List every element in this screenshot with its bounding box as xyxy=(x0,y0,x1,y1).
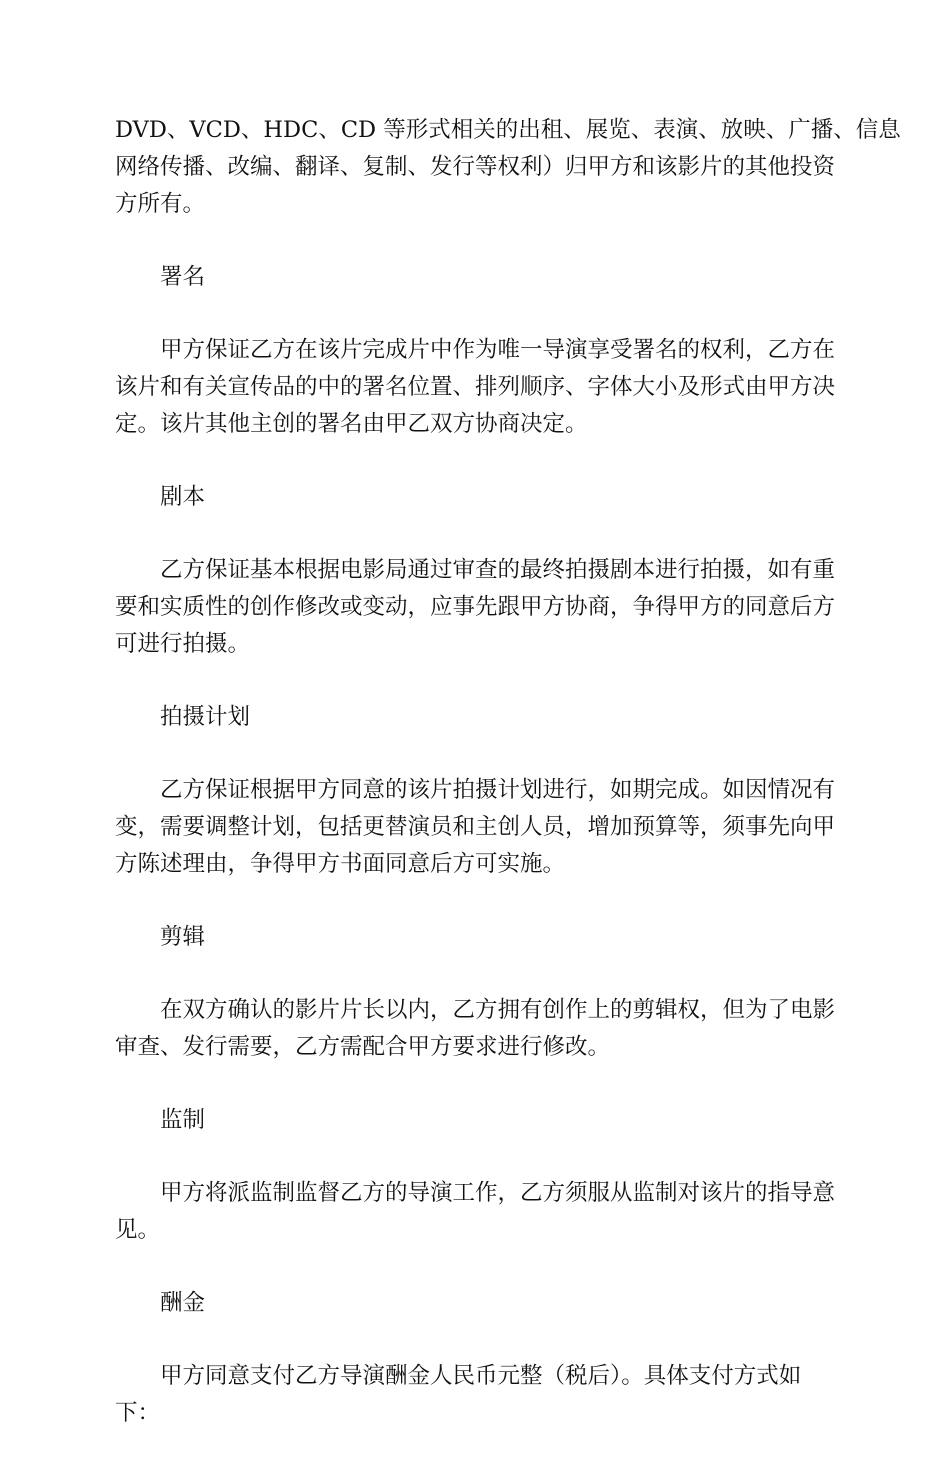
paragraph-line: 乙方保证根据甲方同意的该片拍摄计划进行，如期完成。如因情况有 xyxy=(160,777,836,803)
document-body xyxy=(115,112,901,1468)
paragraph xyxy=(115,1358,835,1432)
paragraph-line: 甲方将派监制监督乙方的导演工作，乙方须服从监制对该片的指导意 xyxy=(160,1180,836,1206)
section-heading: 拍摄计划 xyxy=(160,704,251,730)
paragraph-line: DVD、VCD、HDC、CD 等形式相关的出租、展览、表演、放映、广播、信息 xyxy=(115,117,901,143)
paragraph-line: 该片和有关宣传品的中的署名位置、排列顺序、字体大小及形式由甲方决 xyxy=(115,374,836,400)
paragraph-line: 方所有。 xyxy=(115,191,206,217)
paragraph xyxy=(115,112,901,223)
section-heading: 剪辑 xyxy=(160,924,206,950)
paragraph-line: 甲方同意支付乙方导演酬金人民币元整（税后）。具体支付方式如 xyxy=(160,1363,802,1389)
paragraph-line: 乙方保证基本根据电影局通过审查的最终拍摄剧本进行拍摄，如有重 xyxy=(160,557,836,583)
paragraph-line: 要和实质性的创作修改或变动，应事先跟甲方协商，争得甲方的同意后方 xyxy=(115,594,836,620)
section-heading: 剧本 xyxy=(160,484,206,510)
paragraph-line: 下： xyxy=(115,1400,161,1426)
paragraph-line: 变，需要调整计划，包括更替演员和主创人员，增加预算等，须事先向甲 xyxy=(115,814,836,840)
section-heading: 监制 xyxy=(160,1107,206,1133)
section-heading: 酬金 xyxy=(160,1290,206,1316)
paragraph xyxy=(115,992,835,1066)
paragraph-line: 网络传播、改编、翻译、复制、发行等权利）归甲方和该影片的其他投资 xyxy=(115,154,836,180)
paragraph xyxy=(115,772,835,883)
paragraph-line: 甲方保证乙方在该片完成片中作为唯一导演享受署名的权利，乙方在 xyxy=(160,337,836,363)
paragraph-line: 方陈述理由，争得甲方书面同意后方可实施。 xyxy=(115,851,566,877)
section-heading: 署名 xyxy=(160,264,206,290)
paragraph xyxy=(115,552,835,663)
paragraph-line: 可进行拍摄。 xyxy=(115,631,251,657)
paragraph xyxy=(115,1175,835,1249)
paragraph-line: 见。 xyxy=(115,1217,161,1243)
paragraph-line: 在双方确认的影片片长以内，乙方拥有创作上的剪辑权，但为了电影 xyxy=(160,997,836,1023)
paragraph xyxy=(115,332,835,443)
paragraph-line: 审查、发行需要，乙方需配合甲方要求进行修改。 xyxy=(115,1034,611,1060)
paragraph-line: 定。该片其他主创的署名由甲乙双方协商决定。 xyxy=(115,411,588,437)
